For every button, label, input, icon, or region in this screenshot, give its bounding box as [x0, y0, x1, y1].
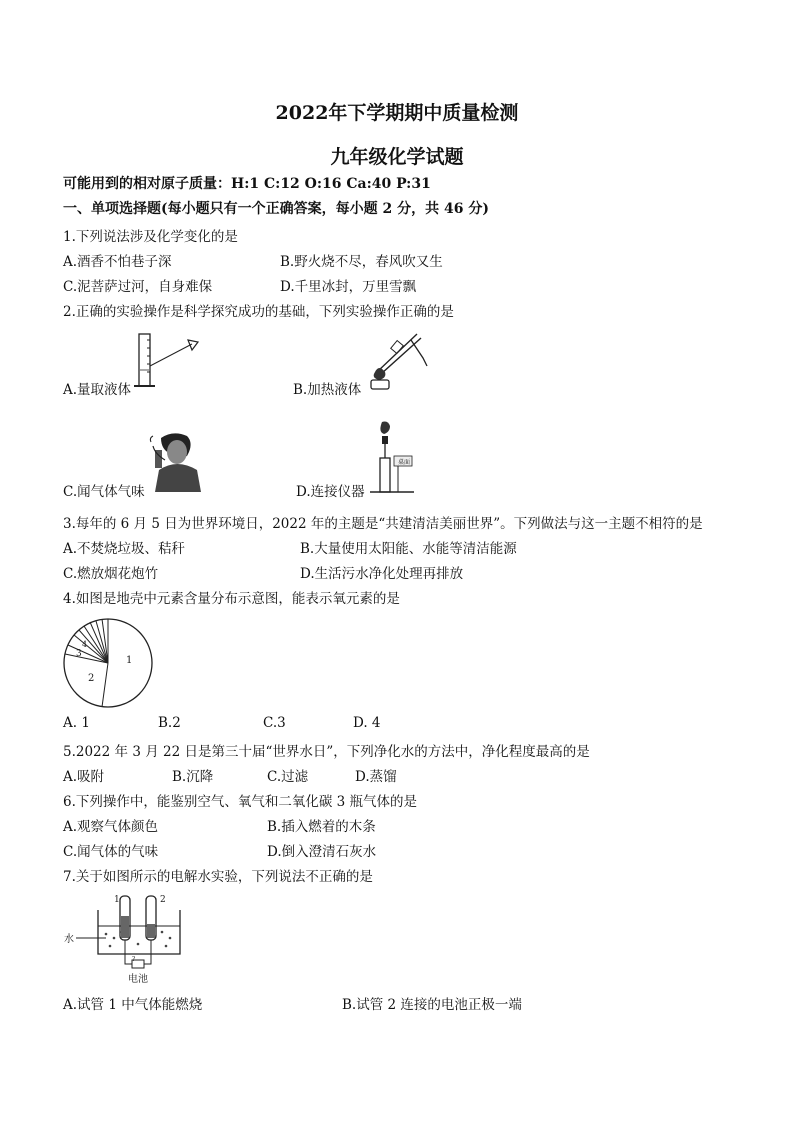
q3-option-b: B.大量使用太阳能、水能等清洁能源 [300, 541, 517, 557]
q6-option-c: C.闻气体的气味 [63, 844, 159, 860]
q3-option-a: A.不焚烧垃圾、秸秆 [63, 541, 186, 557]
q1-stem: 1.下列说法涉及化学变化的是 [63, 229, 238, 245]
pie-label-3: 3 [76, 649, 82, 659]
q1-option-c: C.泥菩萨过河，自身难保 [63, 279, 213, 295]
svg-text:?: ? [132, 956, 136, 963]
water-label: 水 [64, 934, 74, 945]
q5-option-a: A.吸附 [63, 769, 105, 785]
tube-2-label: 2 [160, 895, 166, 905]
q5-option-c: C.过滤 [267, 769, 309, 785]
exam-subtitle: 九年级化学试题 [330, 146, 464, 168]
q5-stem: 5.2022 年 3 月 22 日是第三十届“世界水日”，下列净化水的方法中，净化程度最高的是 [63, 744, 590, 760]
battery-label: 电池 [128, 974, 148, 985]
pie-label-1: 1 [126, 655, 133, 666]
q1-option-a: A.酒香不怕巷子深 [63, 254, 172, 270]
section-heading: 一、单项选择题(每小题只有一个正确答案，每小题 2 分，共 46 分) [63, 201, 489, 217]
q2-option-c: C.闻气体气味 [63, 484, 145, 500]
q5-option-b: B.沉降 [172, 769, 214, 785]
pie-label-2: 2 [88, 673, 95, 684]
q4-option-c: C.3 [263, 715, 286, 731]
q6-option-a: A.观察气体颜色 [63, 819, 159, 835]
exam-title: 2022年下学期期中质量检测 [275, 102, 519, 124]
smelling-gas-illustration [145, 430, 210, 496]
q4-option-d: D. 4 [353, 715, 381, 731]
pie-label-4: 4 [82, 640, 88, 649]
q2-stem: 2.正确的实验操作是科学探究成功的基础，下列实验操作正确的是 [63, 304, 454, 320]
q1-option-d: D.千里冰封，万里雪飘 [280, 279, 417, 295]
heating-liquid-illustration [365, 330, 430, 392]
q7-stem: 7.关于如图所示的电解水实验，下列说法不正确的是 [63, 869, 373, 885]
atomic-masses: 可能用到的相对原子质量：H:1 C:12 O:16 Ca:40 P:31 [63, 176, 431, 192]
svg-text:桌面: 桌面 [398, 459, 411, 466]
q2-option-d: D.连接仪器 [296, 484, 365, 500]
q7-option-a: A.试管 1 中气体能燃烧 [63, 997, 203, 1013]
q7-option-b: B.试管 2 连接的电池正极一端 [342, 997, 522, 1013]
q3-option-c: C.燃放烟花炮竹 [63, 566, 159, 582]
q3-option-d: D.生活污水净化处理再排放 [300, 566, 464, 582]
electrolysis-apparatus-illustration [62, 890, 192, 990]
q3-stem: 3.每年的 6 月 5 日为世界环境日，2022 年的主题是“共建清洁美丽世界”。下列做法与这一主题不相符的是 [63, 516, 703, 532]
q2-option-b: B.加热液体 [293, 382, 362, 398]
q4-stem: 4.如图是地壳中元素含量分布示意图，能表示氧元素的是 [63, 591, 400, 607]
q6-option-d: D.倒入澄清石灰水 [267, 844, 377, 860]
q2-option-a: A.量取液体 [63, 382, 132, 398]
q1-option-b: B.野火烧不尽，春风吹又生 [280, 254, 443, 270]
q6-option-b: B.插入燃着的木条 [267, 819, 376, 835]
measuring-cylinder-illustration [130, 330, 205, 392]
connecting-apparatus-illustration [368, 418, 418, 496]
crust-element-pie-chart [62, 617, 154, 709]
q6-stem: 6.下列操作中，能鉴别空气、氧气和二氧化碳 3 瓶气体的是 [63, 794, 418, 810]
q4-option-a: A. 1 [63, 715, 90, 731]
q4-option-b: B.2 [158, 715, 181, 731]
tube-1-label: 1 [114, 895, 120, 905]
q5-option-d: D.蒸馏 [355, 769, 397, 785]
